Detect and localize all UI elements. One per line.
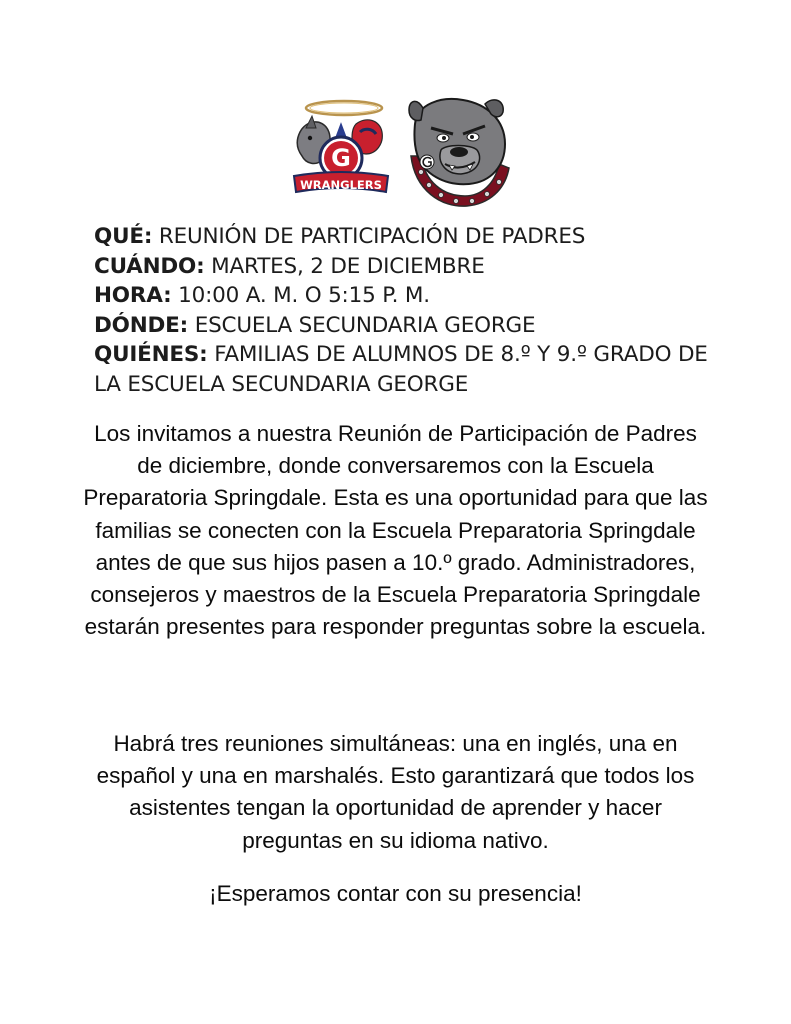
detail-what-label: QUÉ: [94,224,153,249]
invitation-paragraph: Los invitamos a nuestra Reunión de Participación de Padres de diciembre, donde conversaremos con la Escuela Preparatoria Springdale. Esta es una oportunidad para que las familias se conecten con la Escuela Preparatoria Springdale antes de que sus hijos pasen a 10.º grado. Administradores, consejeros y maestros de la Escuela Preparatoria Springdale estarán presentes para responder preguntas sobre la escuela. [83,421,708,640]
detail-where [94,311,734,341]
detail-time-value: 10:00 A. M. O 5:15 P. M. [178,283,430,308]
detail-time-label: HORA: [94,283,172,308]
detail-who-label: QUIÉNES: [94,342,208,367]
wranglers-banner-text: WRANGLERS [300,178,382,192]
detail-time [94,281,734,311]
closing-line: ¡Esperamos contar con su presencia! [209,881,582,906]
detail-who-value: FAMILIAS DE ALUMNOS DE 8.º Y 9.º GRADO DE LA ESCUELA SECUNDARIA GEORGE [94,342,708,397]
detail-what-value: REUNIÓN DE PARTICIPACIÓN DE PADRES [158,224,586,249]
languages-paragraph: Habrá tres reuniones simultáneas: una en inglés, una en español y una en marshalés. Esto garantizará que todos los asistentes tengan la oportunidad de aprender y hacer preguntas en su idioma nativo. [96,731,695,853]
detail-what [94,222,734,252]
wranglers-letter: G [331,144,351,172]
detail-who [94,340,734,399]
detail-when-label: CUÁNDO: [94,253,205,279]
detail-when [94,252,734,282]
detail-where-value: ESCUELA SECUNDARIA GEORGE [194,312,536,338]
detail-when-value: MARTES, 2 DE DICIEMBRE [211,253,485,279]
wranglers-logo [286,98,396,202]
logos-header [0,94,791,212]
detail-where-label: DÓNDE: [94,312,189,338]
event-details [94,222,734,399]
bulldog-logo [401,94,513,210]
